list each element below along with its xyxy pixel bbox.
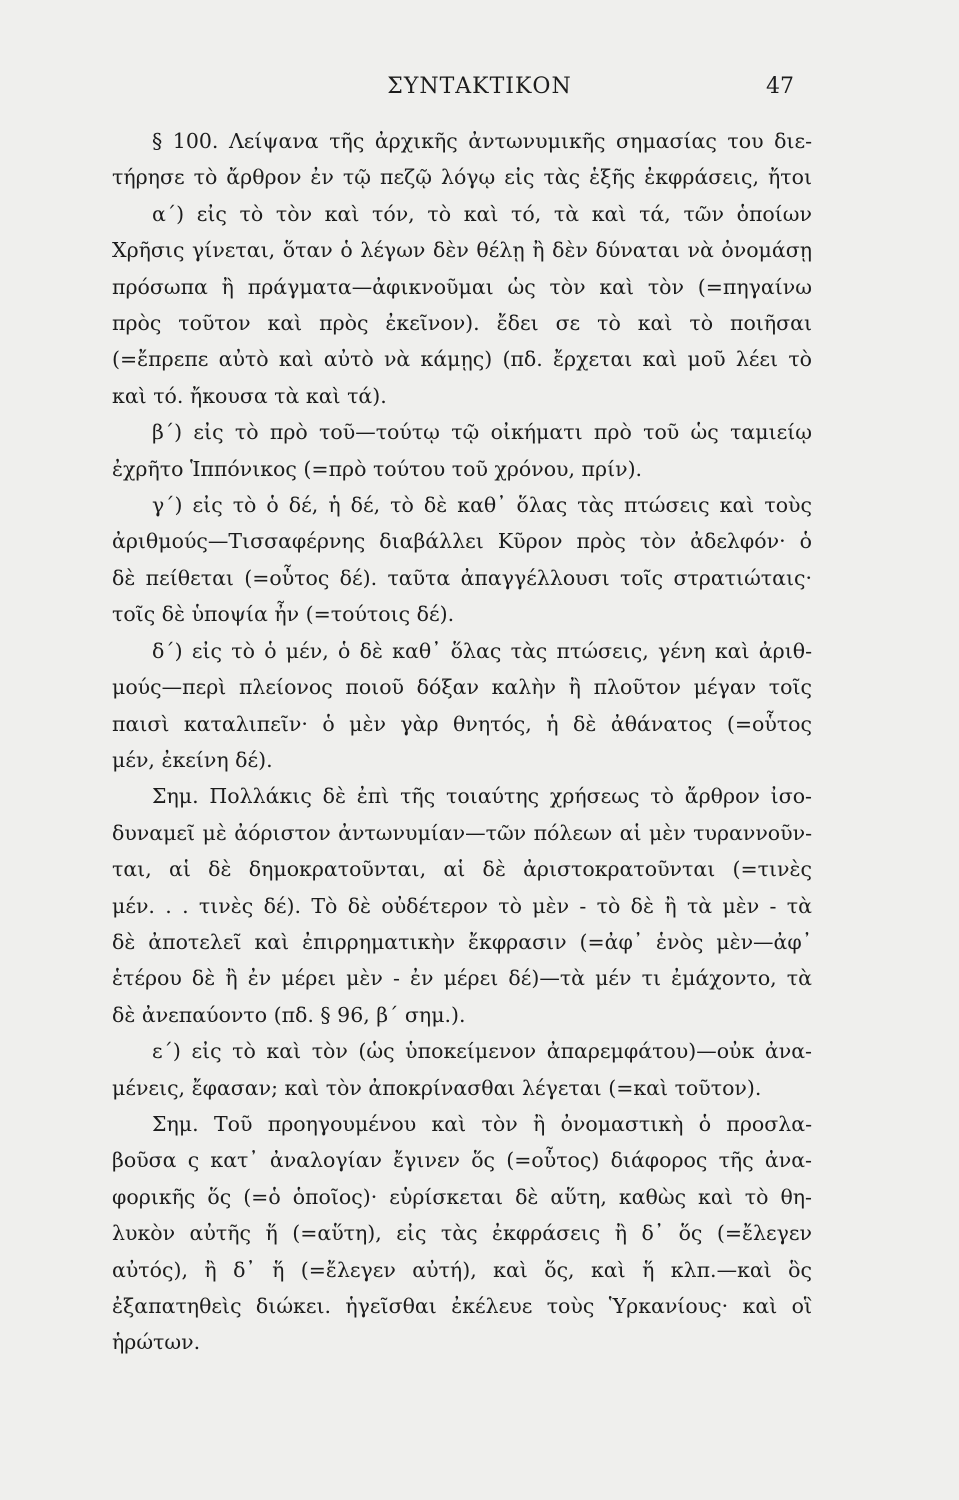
page-body xyxy=(112,123,812,1361)
text-line: πρὸς τοῦτον καὶ πρὸς ἐκεῖνον). ἔδει σε τὸ καὶ τὸ ποιῆσαι xyxy=(112,311,812,336)
text-line: τήρησε τὸ ἄρθρον ἐν τῷ πεζῷ λόγῳ εἰς τὰς ἑξῆς ἐκφράσεις, ἤτοι xyxy=(112,165,812,190)
page-number: 47 xyxy=(766,74,794,99)
text-line: ε΄) εἰς τὸ καὶ τὸν (ὡς ὑποκείμενον ἀπαρεμφάτου)—οὐκ ἀνα- xyxy=(152,1039,812,1064)
text-line: δὲ ἀποτελεῖ καὶ ἐπιρρηματικὴν ἔκφρασιν (=ἀφ᾽ ἑνὸς μὲν—ἀφ᾽ xyxy=(112,929,812,954)
text-line: § 100. Λείψανα τῆς ἀρχικῆς ἀντωνυμικῆς σημασίας του διε- xyxy=(152,129,812,153)
text-line: (=ἔπρεπε αὐτὸ καὶ αὐτὸ νὰ κάμῃς) (πδ. ἔρχεται καὶ μοῦ λέει τὸ xyxy=(112,347,812,372)
text-line: λυκὸν αὐτῆς ἥ (=αὕτη), εἰς τὰς ἐκφράσεις ἢ δ᾽ ὅς (=ἔλεγεν xyxy=(112,1221,812,1246)
text-line: μένεις, ἔφασαν; καὶ τὸν ἀποκρίνασθαι λέγεται (=καὶ τοῦτον). xyxy=(112,1075,762,1100)
text-line: βοῦσα ς κατ᾽ ἀναλογίαν ἔγινεν ὅς (=οὗτος) διάφορος τῆς ἀνα- xyxy=(112,1148,812,1173)
text-line: δυναμεῖ μὲ ἀόριστον ἀντωνυμίαν—τῶν πόλεων αἱ μὲν τυραννοῦν- xyxy=(112,820,812,845)
running-title: ΣΥΝΤΑΚΤΙΚΟΝ xyxy=(387,74,572,99)
text-line: ἐχρῆτο Ἱππόνικος (=πρὸ τούτου τοῦ χρόνου, πρίν). xyxy=(112,456,643,481)
text-line: αὐτός), ἢ δ᾽ ἥ (=ἔλεγεν αὐτή), καὶ ὅς, καὶ ἥ κλπ.—καὶ ὃς xyxy=(112,1257,812,1282)
text-line: ἑτέρου δὲ ἢ ἐν μέρει μὲν - ἐν μέρει δέ)—τὰ μέν τι ἐμάχοντο, τὰ xyxy=(112,966,812,991)
text-line: μέν. . . τινὲς δέ). Τὸ δὲ οὐδέτερον τὸ μὲν - τὸ δὲ ἢ τὰ μὲν - τὰ xyxy=(112,893,812,918)
text-line: Σημ. Πολλάκις δὲ ἐπὶ τῆς τοιαύτης χρήσεως τὸ ἄρθρον ἰσο- xyxy=(152,784,812,809)
text-line: παισὶ καταλιπεῖν· ὁ μὲν γὰρ θνητός, ἡ δὲ ἀθάνατος (=οὗτος xyxy=(112,711,812,736)
text-line: Σημ. Τοῦ προηγουμένου καὶ τὸν ἢ ὀνομαστικὴ ὁ προσλα- xyxy=(152,1111,812,1136)
text-line: ἀριθμούς—Τισσαφέρνης διαβάλλει Κῦρον πρὸς τὸν ἀδελφόν· ὁ xyxy=(112,529,812,554)
page-header xyxy=(0,74,959,104)
text-line: δὲ ἀνεπαύοντο (πδ. § 96, β΄ σημ.). xyxy=(112,1002,466,1027)
text-line: μέν, ἐκείνη δέ). xyxy=(112,747,273,772)
text-line: Χρῆσις γίνεται, ὅταν ὁ λέγων δὲν θέλῃ ἢ δὲν δύναται νὰ ὀνομάσῃ xyxy=(112,238,812,263)
text-line: γ΄) εἰς τὸ ὁ δέ, ἡ δέ, τὸ δὲ καθ᾽ ὅλας τὰς πτώσεις καὶ τοὺς xyxy=(152,493,812,518)
text-line: ἐξαπατηθεὶς διώκει. ἡγεῖσθαι ἐκέλευε τοὺς Ὑρκανίους· καὶ οἳ xyxy=(112,1294,812,1318)
text-line: ἡρώτων. xyxy=(112,1330,201,1355)
text-line: τοῖς δὲ ὑποψία ἦν (=τούτοις δέ). xyxy=(112,602,455,627)
text-line: μούς—περὶ πλείονος ποιοῦ δόξαν καλὴν ἢ πλοῦτον μέγαν τοῖς xyxy=(112,675,812,700)
text-line: α΄) εἰς τὸ τὸν καὶ τόν, τὸ καὶ τό, τὰ καὶ τά, τῶν ὁποίων xyxy=(152,201,812,226)
text-line: φορικῆς ὅς (=ὁ ὁποῖος)· εὑρίσκεται δὲ αὕτη, καθὼς καὶ τὸ θη- xyxy=(112,1184,812,1209)
text-line: πρόσωπα ἢ πράγματα—ἀφικνοῦμαι ὡς τὸν καὶ τὸν (=πηγαίνω xyxy=(112,274,812,299)
text-line: καὶ τό. ἤκουσα τὰ καὶ τά). xyxy=(112,383,387,408)
text-line: β΄) εἰς τὸ πρὸ τοῦ—τούτῳ τῷ οἰκήματι πρὸ τοῦ ὡς ταμιείῳ xyxy=(152,420,812,445)
text-line: δ΄) εἰς τὸ ὁ μέν, ὁ δὲ καθ᾽ ὅλας τὰς πτώσεις, γένη καὶ ἀριθ- xyxy=(152,638,812,663)
text-line: ται, αἱ δὲ δημοκρατοῦνται, αἱ δὲ ἀριστοκρατοῦνται (=τινὲς xyxy=(112,857,812,882)
text-line: δὲ πείθεται (=οὗτος δέ). ταῦτα ἀπαγγέλλουσι τοῖς στρατιώταις· xyxy=(112,565,812,590)
